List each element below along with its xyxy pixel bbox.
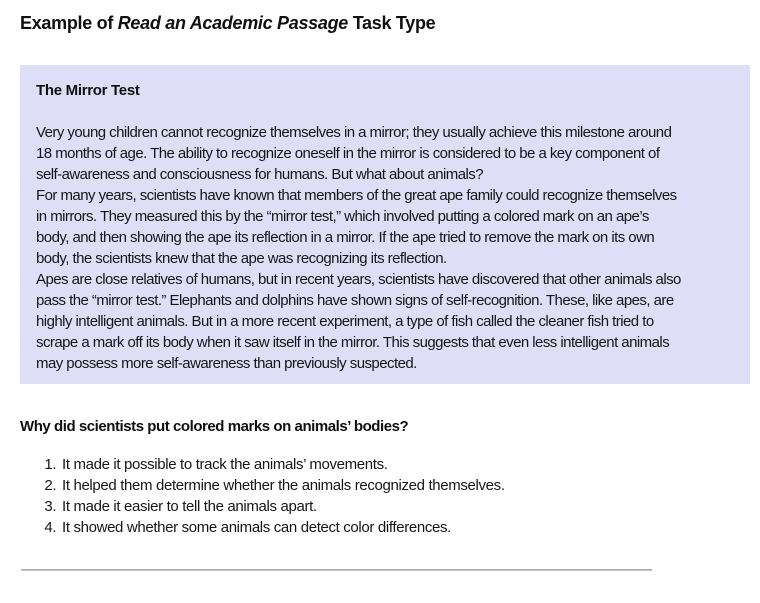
- passage-line: For many years, scientists have known that members of the great ape family could recognize themselves: [36, 187, 677, 204]
- passage-line: may possess more self-awareness than previously suspected.: [36, 355, 417, 372]
- passage-line: scrape a mark off its body when it saw itself in the mirror. This suggests that even less intelligent animals: [36, 334, 670, 351]
- title-suffix: Task Type: [348, 13, 436, 33]
- passage-line: body, and then showing the ape its reflection in a mirror. If the ape tried to remove the mark on its own: [36, 229, 655, 246]
- answer-option: 1. It made it possible to track the animals’ movements.: [60, 454, 760, 475]
- passage-line: highly intelligent animals. But in a more recent experiment, a type of fish called the cleaner fish tried to: [36, 313, 654, 330]
- answer-options: [20, 454, 760, 538]
- title-task-name: Read an Academic Passage: [117, 13, 348, 33]
- passage-line: body, the scientists knew that the ape was recognizing its reflection.: [36, 250, 447, 267]
- passage-line: in mirrors. They measured this by the “mirror test,” which involved putting a colored mark on an ape’s: [36, 208, 649, 225]
- passage-line: self-awareness and consciousness for humans. But what about animals?: [36, 166, 484, 183]
- passage-line: pass the “mirror test.” Elephants and dolphins have shown signs of self-recognition. These, like apes, are: [36, 292, 674, 309]
- divider-line: [21, 569, 652, 571]
- answer-option: 4. It showed whether some animals can detect color differences.: [60, 517, 760, 538]
- passage-heading: The Mirror Test: [36, 82, 140, 99]
- passage-box: [20, 65, 750, 384]
- passage-line: Apes are close relatives of humans, but in recent years, scientists have discovered that other animals also: [36, 271, 681, 288]
- answer-option: 2. It helped them determine whether the animals recognized themselves.: [60, 475, 760, 496]
- passage-text: [36, 122, 736, 374]
- answer-option: 3. It made it easier to tell the animals apart.: [60, 496, 760, 517]
- passage-line: Very young children cannot recognize themselves in a mirror; they usually achieve this milestone around: [36, 124, 672, 141]
- page-title: [20, 12, 760, 35]
- question-text: Why did scientists put colored marks on animals’ bodies?: [20, 418, 409, 435]
- title-prefix: Example of: [20, 13, 118, 33]
- passage-line: 18 months of age. The ability to recognize oneself in the mirror is considered to be a key component of: [36, 145, 660, 162]
